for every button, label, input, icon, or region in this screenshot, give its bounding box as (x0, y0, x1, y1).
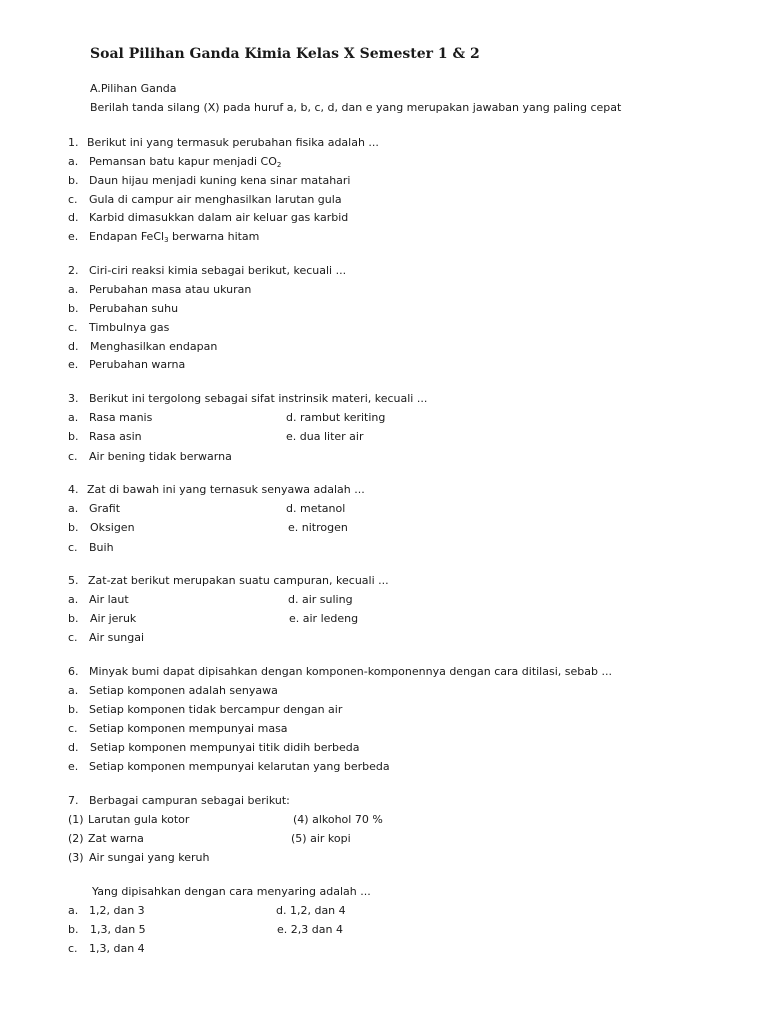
option-marker: d. (68, 211, 79, 224)
option-text: Rasa asin (89, 430, 142, 443)
option-d: d. metanol (286, 502, 346, 515)
list-marker: (3) (68, 851, 84, 864)
option-marker: c. (68, 450, 78, 463)
option-marker: e. (68, 358, 79, 371)
question-text: Zat-zat berikut merupakan suatu campuran, kecuali ... (88, 574, 389, 587)
option-e: e. air ledeng (289, 612, 359, 625)
option-text: Buih (89, 541, 114, 554)
option-d: d. air suling (288, 593, 353, 606)
question-number: 1. (68, 136, 79, 149)
section-heading: A.Pilihan Ganda (90, 82, 177, 95)
option-marker: d. (68, 340, 79, 353)
option-text: Pemansan batu kapur menjadi $CO_2$ (89, 155, 282, 169)
option-marker: b. (68, 521, 79, 534)
option-d: d. rambut keriting (286, 411, 386, 424)
page-title: Soal Pilihan Ganda Kimia Kelas X Semester 1 & 2 (90, 46, 480, 62)
option-marker: a. (68, 502, 79, 515)
option-text: Grafit (89, 502, 121, 515)
option-e: e. 2,3 dan 4 (277, 923, 343, 936)
option-text: Daun hijau menjadi kuning kena sinar matahari (89, 174, 351, 187)
option-marker: a. (68, 155, 79, 168)
option-marker: a. (68, 283, 79, 296)
option-marker: c. (68, 321, 78, 334)
option-marker: b. (68, 923, 79, 936)
option-text: Perubahan masa atau ukuran (89, 283, 252, 296)
option-marker: a. (68, 904, 79, 917)
option-marker: b. (68, 703, 79, 716)
option-marker: e. (68, 760, 79, 773)
option-d: d. 1,2, dan 4 (276, 904, 346, 917)
option-text: Perubahan suhu (89, 302, 179, 315)
list-item: (4) alkohol 70 % (293, 813, 383, 826)
question-text: Minyak bumi dapat dipisahkan dengan komponen-komponennya dengan cara ditilasi, sebab ... (89, 665, 612, 678)
option-text: Setiap komponen tidak bercampur dengan air (89, 703, 343, 716)
option-e: e. dua liter air (286, 430, 364, 443)
option-text: Air sungai (89, 631, 145, 644)
option-marker: b. (68, 302, 79, 315)
option-e: e. nitrogen (288, 521, 348, 534)
option-text: 1,2, dan 3 (89, 904, 145, 917)
instruction-text: Berilah tanda silang (X) pada huruf a, b, c, d, dan e yang merupakan jawaban yang paling cepat (90, 101, 622, 114)
option-marker: b. (68, 174, 79, 187)
list-item: Air sungai yang keruh (89, 851, 210, 864)
option-text: Air laut (89, 593, 129, 606)
option-text: Gula di campur air menghasilkan larutan gula (89, 193, 342, 206)
option-marker: a. (68, 593, 79, 606)
option-marker: c. (68, 193, 78, 206)
option-text: Air jeruk (90, 612, 137, 625)
option-marker: a. (68, 684, 79, 697)
option-marker: e. (68, 230, 79, 243)
option-marker: b. (68, 430, 79, 443)
option-text: 1,3, dan 5 (90, 923, 146, 936)
option-text: Endapan FeCl$_3$ berwarna hitam (89, 230, 260, 244)
option-marker: c. (68, 631, 78, 644)
question-number: 5. (68, 574, 79, 587)
option-text: Perubahan warna (89, 358, 186, 371)
question-text: Berikut ini tergolong sebagai sifat instrinsik materi, kecuali ... (89, 392, 428, 405)
option-marker: a. (68, 411, 79, 424)
option-marker: d. (68, 741, 79, 754)
question-number: 3. (68, 392, 79, 405)
question-number: 2. (68, 264, 79, 277)
option-text: Air bening tidak berwarna (89, 450, 232, 463)
list-item: Zat warna (88, 832, 144, 845)
question-number: 6. (68, 665, 79, 678)
list-marker: (2) (68, 832, 84, 845)
option-text: Timbulnya gas (89, 321, 170, 334)
option-marker: c. (68, 942, 78, 955)
question-text: Ciri-ciri reaksi kimia sebagai berikut, kecuali ... (89, 264, 347, 277)
option-marker: c. (68, 722, 78, 735)
option-text: Setiap komponen mempunyai kelarutan yang berbeda (89, 760, 390, 773)
option-text: Setiap komponen mempunyai titik didih berbeda (90, 741, 360, 754)
option-text: Oksigen (90, 521, 135, 534)
question-number: 4. (68, 483, 79, 496)
option-text: Menghasilkan endapan (90, 340, 218, 353)
question-text: Yang dipisahkan dengan cara menyaring adalah ... (92, 885, 371, 898)
question-number: 7. (68, 794, 79, 807)
question-text: Berikut ini yang termasuk perubahan fisika adalah ... (87, 136, 379, 149)
question-text: Berbagai campuran sebagai berikut: (89, 794, 290, 807)
option-text: 1,3, dan 4 (89, 942, 145, 955)
option-text: Setiap komponen adalah senyawa (89, 684, 278, 697)
option-text: Rasa manis (89, 411, 153, 424)
option-text: Karbid dimasukkan dalam air keluar gas karbid (89, 211, 349, 224)
option-text: Setiap komponen mempunyai masa (89, 722, 288, 735)
option-marker: b. (68, 612, 79, 625)
list-marker: (1) (68, 813, 84, 826)
question-text: Zat di bawah ini yang ternasuk senyawa adalah ... (87, 483, 365, 496)
option-marker: c. (68, 541, 78, 554)
list-item: (5) air kopi (291, 832, 351, 845)
list-item: Larutan gula kotor (88, 813, 190, 826)
